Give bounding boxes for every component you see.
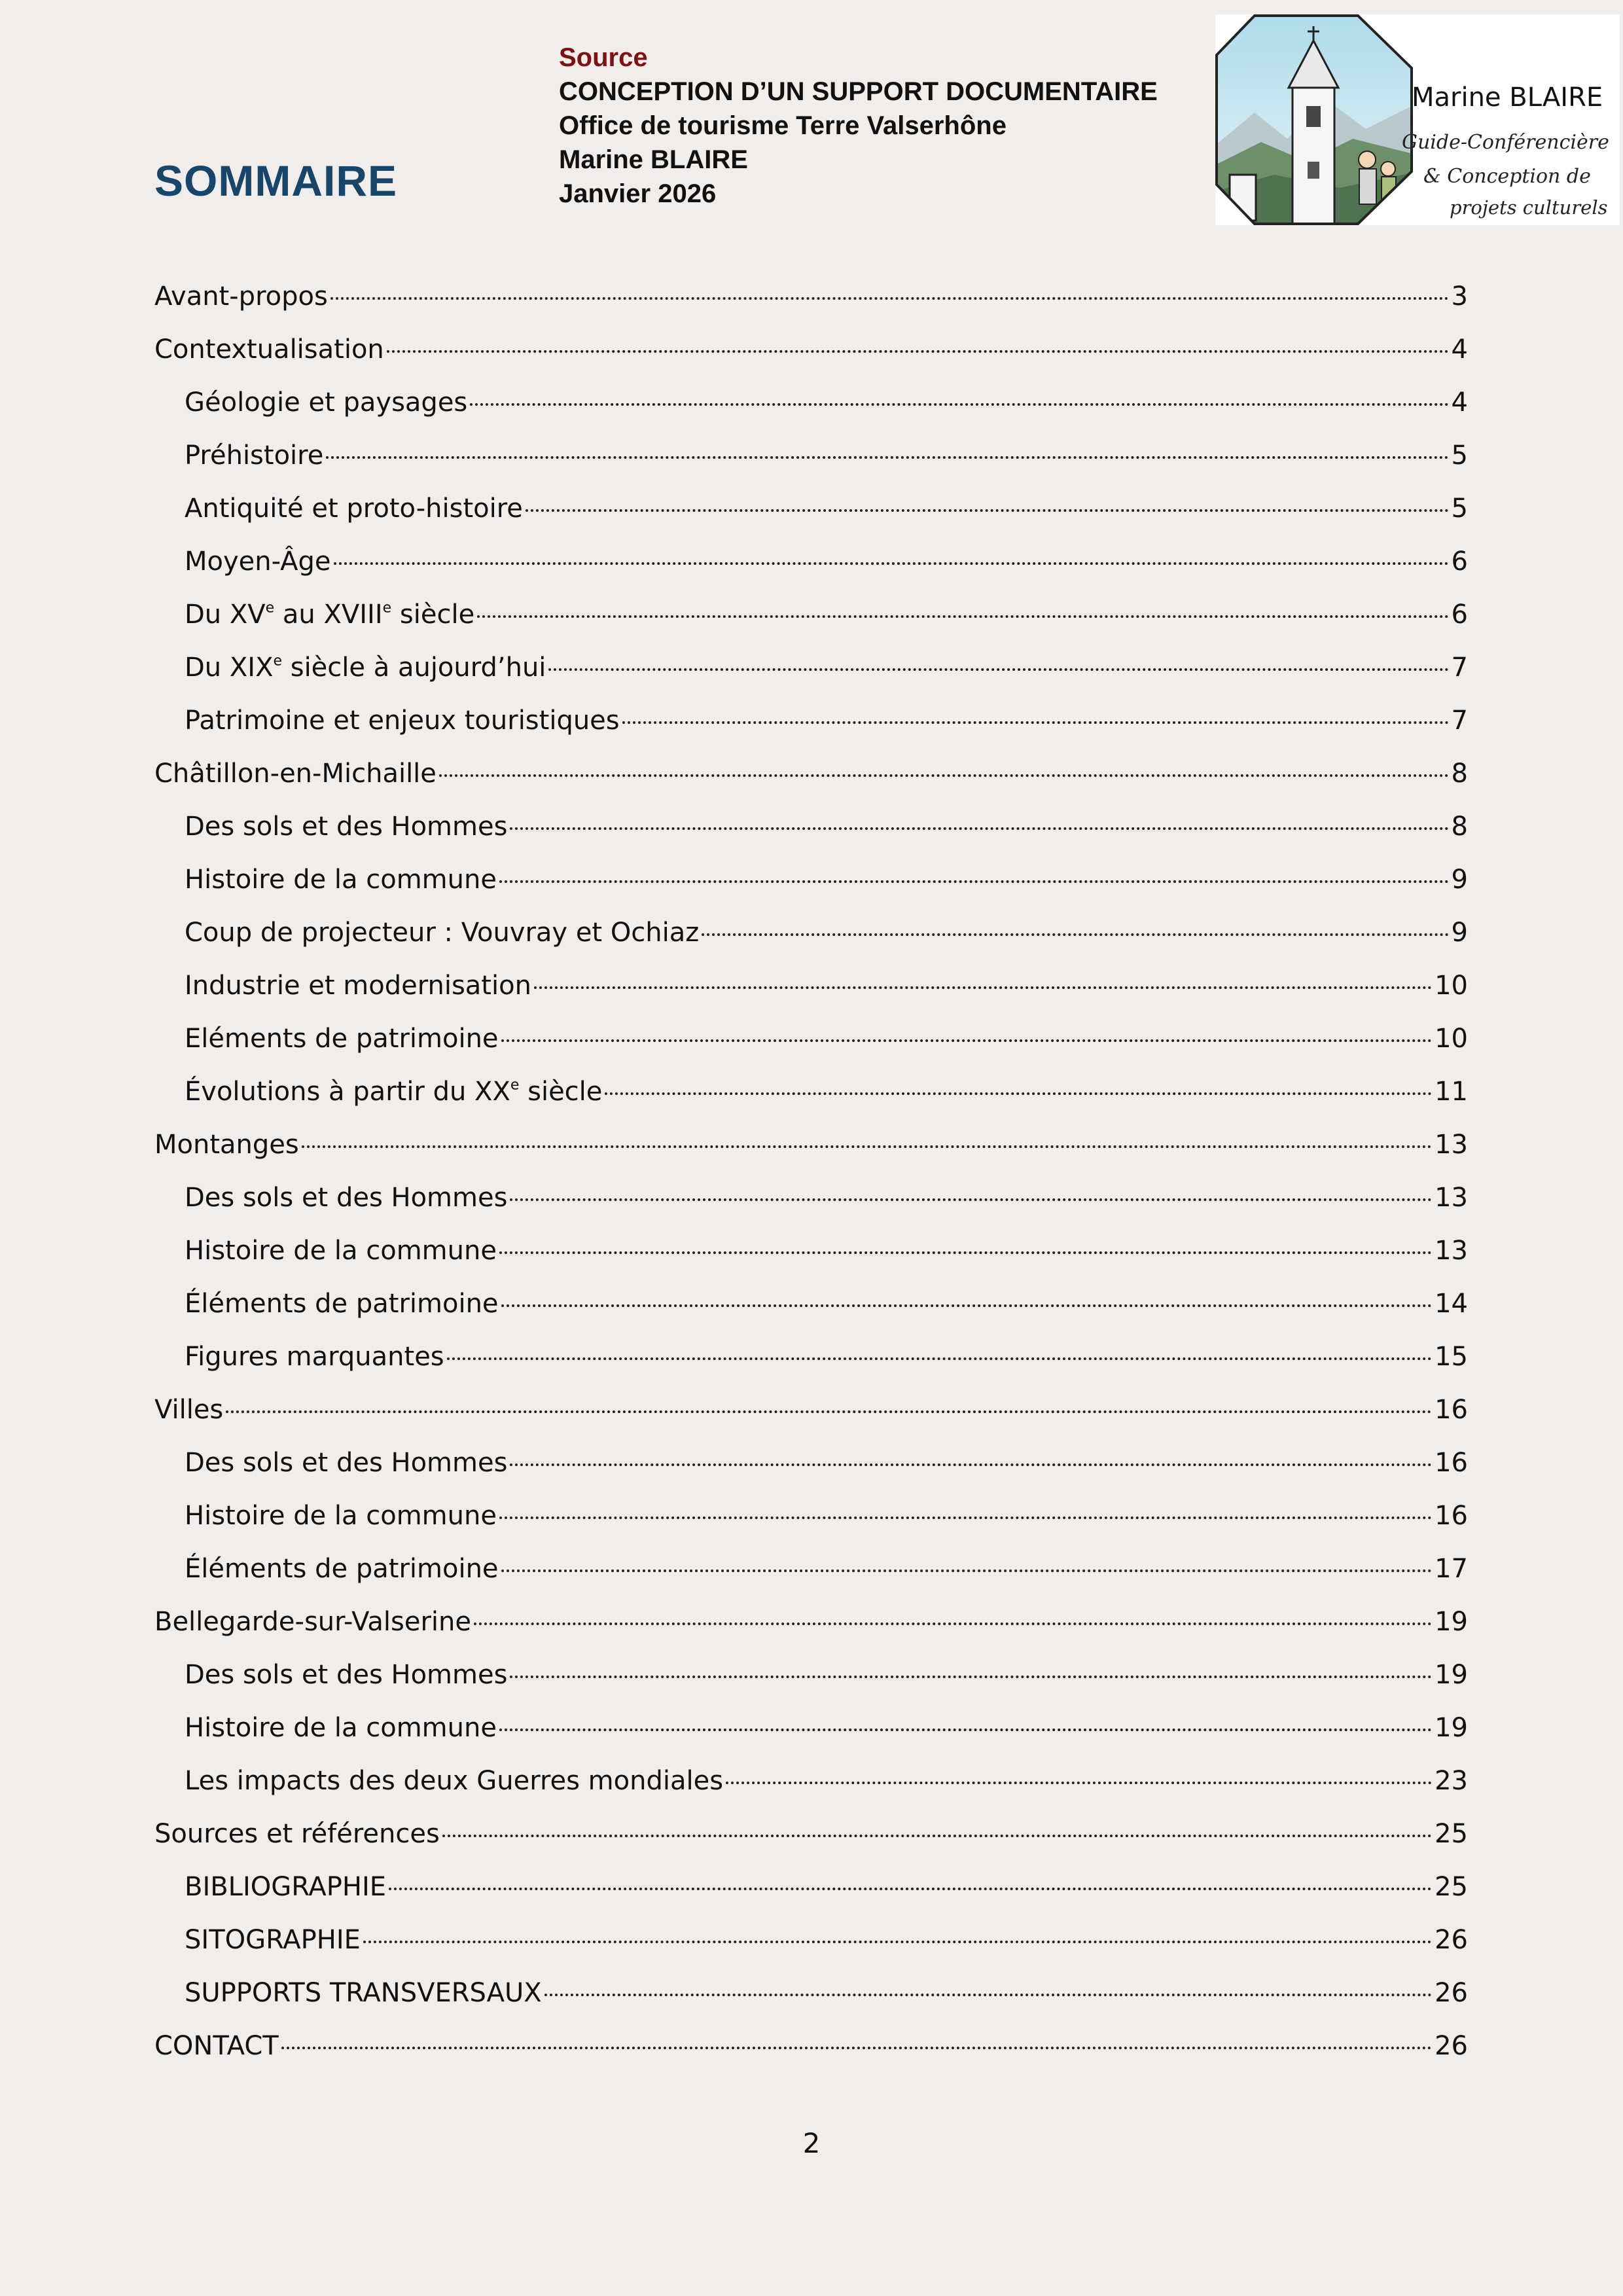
dot-leader: [702, 933, 1448, 936]
dot-leader: [442, 1835, 1432, 1837]
toc-entry-label: Bellegarde-sur-Valserine: [154, 1607, 471, 1637]
toc-entry-label: Coup de projecteur : Vouvray et Ochiaz: [185, 918, 700, 948]
toc-entry-page: 6: [1451, 600, 1468, 630]
toc-subsection[interactable]: [154, 1543, 1468, 1596]
dot-leader: [499, 1729, 1432, 1731]
toc-subsection[interactable]: [154, 1437, 1468, 1490]
toc-entry-label: Des sols et des Hommes: [185, 1660, 508, 1690]
toc-entry-page: 9: [1451, 918, 1468, 948]
toc-subsection[interactable]: [154, 1861, 1468, 1914]
toc-subsection[interactable]: [154, 1649, 1468, 1702]
toc-entry-label: [185, 641, 546, 694]
source-line-author: Marine BLAIRE: [559, 145, 748, 174]
source-label: Source: [559, 43, 648, 72]
toc-subsection[interactable]: [154, 853, 1468, 906]
toc-subsection[interactable]: [154, 1278, 1468, 1331]
dot-leader: [510, 1463, 1432, 1466]
dot-leader: [526, 509, 1449, 512]
toc-entry-label: CONTACT: [154, 2031, 279, 2061]
dot-leader: [510, 1198, 1432, 1201]
toc-entry-label: SUPPORTS TRANSVERSAUX: [185, 1978, 542, 2008]
toc-entry-page: 8: [1451, 759, 1468, 789]
toc-entry-page: 4: [1451, 334, 1468, 365]
source-line-title: CONCEPTION D’UN SUPPORT DOCUMENTAIRE: [559, 77, 1158, 106]
toc-entry-label: Des sols et des Hommes: [185, 1183, 508, 1213]
toc-subsection[interactable]: [154, 376, 1468, 429]
toc-entry-page: 17: [1435, 1554, 1468, 1584]
toc-entry-page: 11: [1435, 1077, 1468, 1107]
toc-subsection[interactable]: [154, 429, 1468, 482]
toc-section[interactable]: [154, 1596, 1468, 1649]
dot-leader: [544, 1994, 1432, 1996]
dot-leader: [622, 721, 1449, 724]
toc-section[interactable]: [154, 747, 1468, 800]
toc-entry-page: 13: [1435, 1236, 1468, 1266]
dot-leader: [726, 1782, 1432, 1784]
toc-entry-page: 5: [1451, 440, 1468, 471]
toc-entry-label: Éléments de patrimoine: [185, 1554, 499, 1584]
toc-entry-page: 19: [1435, 1660, 1468, 1690]
toc-section[interactable]: [154, 2020, 1468, 2073]
dot-leader: [474, 1623, 1432, 1625]
toc-subsection[interactable]: [154, 1702, 1468, 1755]
dot-leader: [326, 456, 1448, 459]
toc-entry-page: 13: [1435, 1130, 1468, 1160]
toc-entry-page: 16: [1435, 1501, 1468, 1531]
toc-entry-page: 10: [1435, 971, 1468, 1001]
toc-subsection[interactable]: [154, 1490, 1468, 1543]
dot-leader: [510, 827, 1448, 830]
toc-subsection[interactable]: [154, 694, 1468, 747]
label-text: siècle à aujourd’hui: [282, 653, 546, 683]
dot-leader: [499, 880, 1449, 883]
toc-entry-page: 6: [1451, 547, 1468, 577]
label-text: siècle: [519, 1077, 603, 1107]
toc-entry-page: 7: [1451, 653, 1468, 683]
ordinal-superscript: e: [265, 600, 275, 617]
toc-entry-label: Histoire de la commune: [185, 1713, 497, 1743]
dot-leader: [281, 2047, 1432, 2049]
toc-entry-label: [185, 588, 474, 641]
toc-entry-label: Figures marquantes: [185, 1342, 444, 1372]
dot-leader: [447, 1357, 1432, 1360]
toc-entry-label: Industrie et modernisation: [185, 971, 531, 1001]
toc-entry-label: Montanges: [154, 1130, 299, 1160]
toc-subsection[interactable]: [154, 906, 1468, 960]
toc-section[interactable]: [154, 1808, 1468, 1861]
page-number: 2: [802, 2127, 821, 2159]
toc-subsection[interactable]: [154, 1066, 1468, 1119]
dot-leader: [501, 1304, 1433, 1307]
toc-entry-page: 13: [1435, 1183, 1468, 1213]
toc-entry-label: Villes: [154, 1395, 224, 1425]
toc-entry-label: Sources et références: [154, 1819, 440, 1849]
toc-entry-page: 4: [1451, 387, 1468, 418]
toc-entry-page: 25: [1435, 1819, 1468, 1849]
toc-section[interactable]: [154, 323, 1468, 376]
toc-entry-label: Les impacts des deux Guerres mondiales: [185, 1766, 724, 1796]
toc-entry-page: 26: [1435, 1925, 1468, 1955]
toc-subsection[interactable]: [154, 1013, 1468, 1066]
toc-subsection[interactable]: [154, 641, 1468, 694]
dot-leader: [548, 668, 1448, 671]
toc-entry-label: Des sols et des Hommes: [185, 812, 508, 842]
toc-subsection[interactable]: [154, 535, 1468, 588]
dot-leader: [470, 403, 1448, 406]
toc-section[interactable]: [154, 270, 1468, 323]
logo-illustration: [1215, 14, 1620, 225]
dot-leader: [330, 297, 1449, 300]
toc-entry-page: 9: [1451, 865, 1468, 895]
toc-subsection[interactable]: [154, 1755, 1468, 1808]
toc-entry-page: 23: [1435, 1766, 1468, 1796]
toc-entry-label: Histoire de la commune: [185, 1501, 497, 1531]
toc-entry-label: Patrimoine et enjeux touristiques: [185, 706, 620, 736]
toc-subsection[interactable]: [154, 1967, 1468, 2020]
toc-entry-page: 14: [1435, 1289, 1468, 1319]
toc-section[interactable]: [154, 1384, 1468, 1437]
toc-entry-label: Antiquité et proto-histoire: [185, 493, 523, 524]
toc-entry-page: 8: [1451, 812, 1468, 842]
toc-entry-page: 15: [1435, 1342, 1468, 1372]
toc-entry-page: 19: [1435, 1713, 1468, 1743]
label-text: au XVIII: [274, 600, 383, 630]
dot-leader: [534, 986, 1432, 989]
toc-entry-label: Châtillon-en-Michaille: [154, 759, 437, 789]
toc-entry-label: Géologie et paysages: [185, 387, 468, 418]
dot-leader: [387, 350, 1449, 353]
toc-entry-page: 7: [1451, 706, 1468, 736]
toc-entry-label: SITOGRAPHIE: [185, 1925, 361, 1955]
table-of-contents: [154, 270, 1468, 2073]
logo-line-2: & Conception de: [1423, 165, 1591, 188]
ordinal-superscript: e: [510, 1077, 520, 1094]
ordinal-superscript: e: [273, 653, 283, 670]
author-logo: [1215, 14, 1620, 225]
label-text: siècle: [391, 600, 475, 630]
toc-entry-label: BIBLIOGRAPHIE: [185, 1872, 387, 1902]
dot-leader: [499, 1516, 1432, 1519]
toc-entry-label: [185, 1066, 602, 1119]
toc-entry-label: Éléments de patrimoine: [185, 1289, 499, 1319]
logo-name: Marine BLAIRE: [1412, 82, 1603, 113]
dot-leader: [226, 1410, 1432, 1413]
dot-leader: [334, 562, 1449, 565]
toc-subsection[interactable]: [154, 1331, 1468, 1384]
dot-leader: [510, 1676, 1432, 1678]
dot-leader: [499, 1251, 1432, 1254]
toc-subsection[interactable]: [154, 960, 1468, 1013]
toc-subsection[interactable]: [154, 1172, 1468, 1225]
toc-entry-page: 10: [1435, 1024, 1468, 1054]
toc-entry-label: Contextualisation: [154, 334, 384, 365]
toc-entry-page: 16: [1435, 1395, 1468, 1425]
toc-entry-label: Des sols et des Hommes: [185, 1448, 508, 1478]
toc-entry-page: 26: [1435, 1978, 1468, 2008]
toc-entry-label: Eléments de patrimoine: [185, 1024, 499, 1054]
toc-subsection[interactable]: [154, 1225, 1468, 1278]
toc-entry-page: 3: [1451, 281, 1468, 312]
ordinal-superscript: e: [382, 600, 392, 617]
toc-entry-label: Histoire de la commune: [185, 1236, 497, 1266]
toc-subsection[interactable]: [154, 588, 1468, 641]
label-text: Évolutions à partir du XX: [185, 1077, 510, 1107]
source-block: [559, 41, 1158, 211]
label-text: Du XIX: [185, 653, 274, 683]
dot-leader: [439, 774, 1449, 777]
toc-entry-label: Préhistoire: [185, 440, 324, 471]
dot-leader: [501, 1570, 1433, 1572]
toc-entry-page: 5: [1451, 493, 1468, 524]
source-line-office: Office de tourisme Terre Valserhône: [559, 111, 1007, 140]
toc-subsection[interactable]: [154, 800, 1468, 853]
dot-leader: [477, 615, 1448, 618]
dot-leader: [389, 1888, 1432, 1890]
logo-line-1: Guide-Conférencière: [1402, 131, 1609, 154]
logo-line-3: projets culturels: [1450, 196, 1608, 219]
toc-entry-page: 26: [1435, 2031, 1468, 2061]
toc-subsection[interactable]: [154, 1914, 1468, 1967]
page-title: SOMMAIRE: [154, 156, 397, 205]
toc-entry-label: Moyen-Âge: [185, 547, 331, 577]
toc-entry-page: 16: [1435, 1448, 1468, 1478]
toc-entry-label: Histoire de la commune: [185, 865, 497, 895]
toc-entry-label: Avant-propos: [154, 281, 328, 312]
dot-leader: [363, 1941, 1432, 1943]
toc-entry-page: 25: [1435, 1872, 1468, 1902]
label-text: Du XV: [185, 600, 266, 630]
dot-leader: [302, 1145, 1432, 1148]
toc-entry-page: 19: [1435, 1607, 1468, 1637]
dot-leader: [501, 1039, 1433, 1042]
toc-subsection[interactable]: [154, 482, 1468, 535]
toc-section[interactable]: [154, 1119, 1468, 1172]
source-line-date: Janvier 2026: [559, 179, 717, 208]
dot-leader: [605, 1092, 1432, 1095]
